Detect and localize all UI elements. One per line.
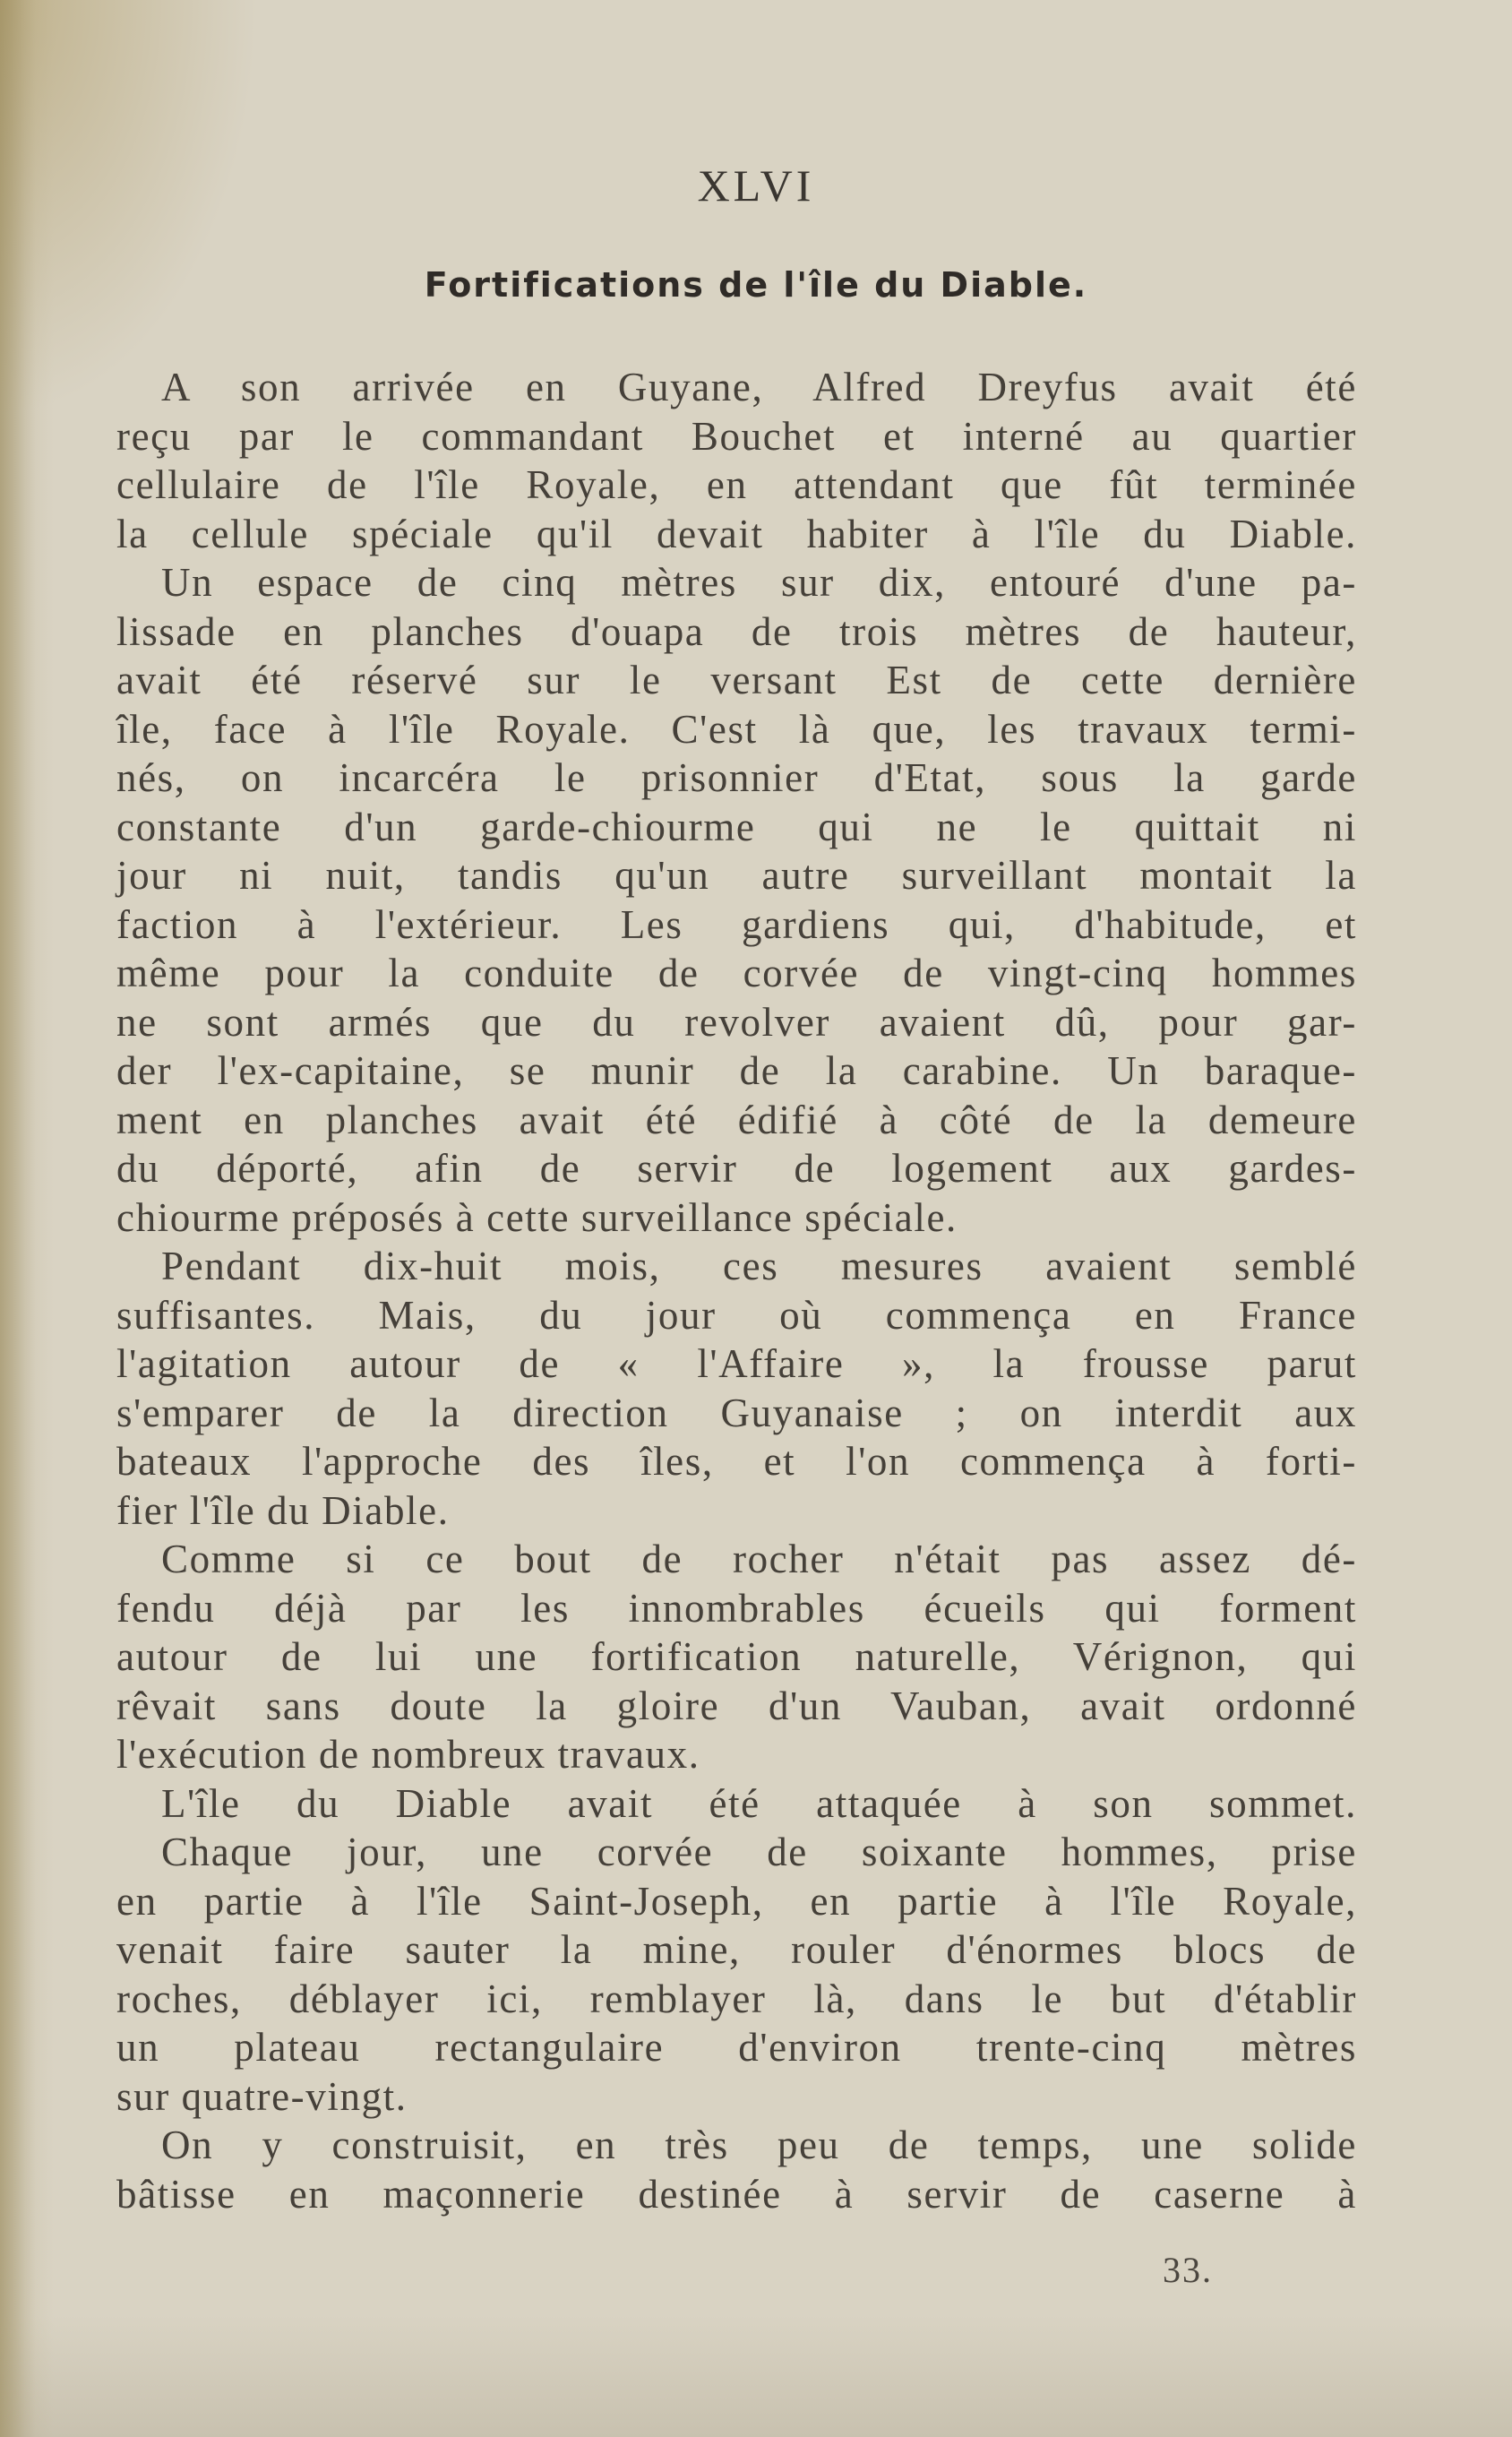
text-line: der l'ex-capitaine, se munir de la carabine. Un baraque- <box>116 1048 1357 1093</box>
text-line: nés, on incarcéra le prisonnier d'Etat, sous la garde <box>116 755 1357 800</box>
text-line: rêvait sans doute la gloire d'un Vauban, avait ordonné <box>116 1683 1357 1728</box>
text-line: ne sont armés que du revolver avaient dû, pour gar- <box>116 999 1357 1045</box>
text-line: fendu déjà par les innombrables écueils qui forment <box>116 1585 1357 1631</box>
text-line: autour de lui une fortification naturelle, Vérignon, qui <box>116 1634 1357 1679</box>
text-line: sur quatre-vingt. <box>116 2073 408 2119</box>
text-line: constante d'un garde-chiourme qui ne le quittait ni <box>116 804 1357 849</box>
text-line: avait été réservé sur le versant Est de cette dernière <box>116 658 1357 702</box>
text-line: Chaque jour, une corvée de soixante hommes, prise <box>161 1830 1357 1874</box>
text-line: du déporté, afin de servir de logement aux gardes- <box>116 1146 1357 1191</box>
text-line: jour ni nuit, tandis qu'un autre surveillant montait la <box>116 853 1357 898</box>
text-line: bateaux l'approche des îles, et l'on commença à forti- <box>116 1439 1357 1484</box>
text-line: Pendant dix-huit mois, ces mesures avaient semblé <box>161 1244 1357 1288</box>
text-line: L'île du Diable avait été attaquée à son sommet. <box>161 1780 1357 1826</box>
text-line: en partie à l'île Saint-Joseph, en partie à l'île Royale, <box>116 1878 1357 1924</box>
text-line: ment en planches avait été édifié à côté de la demeure <box>116 1097 1357 1142</box>
text-line: reçu par le commandant Bouchet et interné au quartier <box>116 413 1357 459</box>
text-line: la cellule spéciale qu'il devait habiter à l'île du Diable. <box>116 511 1357 556</box>
text-line: On y construisit, en très peu de temps, une solide <box>161 2123 1357 2167</box>
text-line: île, face à l'île Royale. C'est là que, les travaux termi- <box>116 706 1357 752</box>
text-line: même pour la conduite de corvée de vingt-cinq hommes <box>116 951 1357 995</box>
text-line: chiourme préposés à cette surveillance spéciale. <box>116 1194 958 1240</box>
text-line: venait faire sauter la mine, rouler d'énormes blocs de <box>116 1927 1357 1972</box>
text-line: Un espace de cinq mètres sur dix, entouré d'une pa- <box>161 560 1357 605</box>
text-line: bâtisse en maçonnerie destinée à servir de caserne à <box>116 2171 1357 2217</box>
text-line: A son arrivée en Guyane, Alfred Dreyfus avait été <box>161 365 1357 409</box>
chapter-number: XLVI <box>697 160 815 211</box>
body-text <box>116 363 1357 2218</box>
text-line: s'emparer de la direction Guyanaise ; on interdit aux <box>116 1390 1357 1435</box>
text-line: faction à l'extérieur. Les gardiens qui, d'habitude, et <box>116 901 1357 947</box>
text-line: roches, déblayer ici, remblayer là, dans le but d'établir <box>116 1976 1357 2021</box>
text-line: cellulaire de l'île Royale, en attendant que fût terminée <box>116 462 1357 507</box>
page-edge-shadow <box>0 0 36 2437</box>
text-line: l'agitation autour de « l'Affaire », la frousse parut <box>116 1341 1357 1386</box>
text-line: suffisantes. Mais, du jour où commença en France <box>116 1292 1357 1338</box>
text-line: fier l'île du Diable. <box>116 1487 450 1533</box>
page-number: 33. <box>1163 2250 1213 2290</box>
text-line: l'exécution de nombreux travaux. <box>116 1732 700 1777</box>
text-line: un plateau rectangulaire d'environ trente-cinq mètres <box>116 2025 1357 2070</box>
text-line: Comme si ce bout de rocher n'était pas assez dé- <box>161 1537 1357 1581</box>
text-line: lissade en planches d'ouapa de trois mètres de hauteur, <box>116 608 1357 654</box>
chapter-title: Fortifications de l'île du Diable. <box>424 265 1088 305</box>
